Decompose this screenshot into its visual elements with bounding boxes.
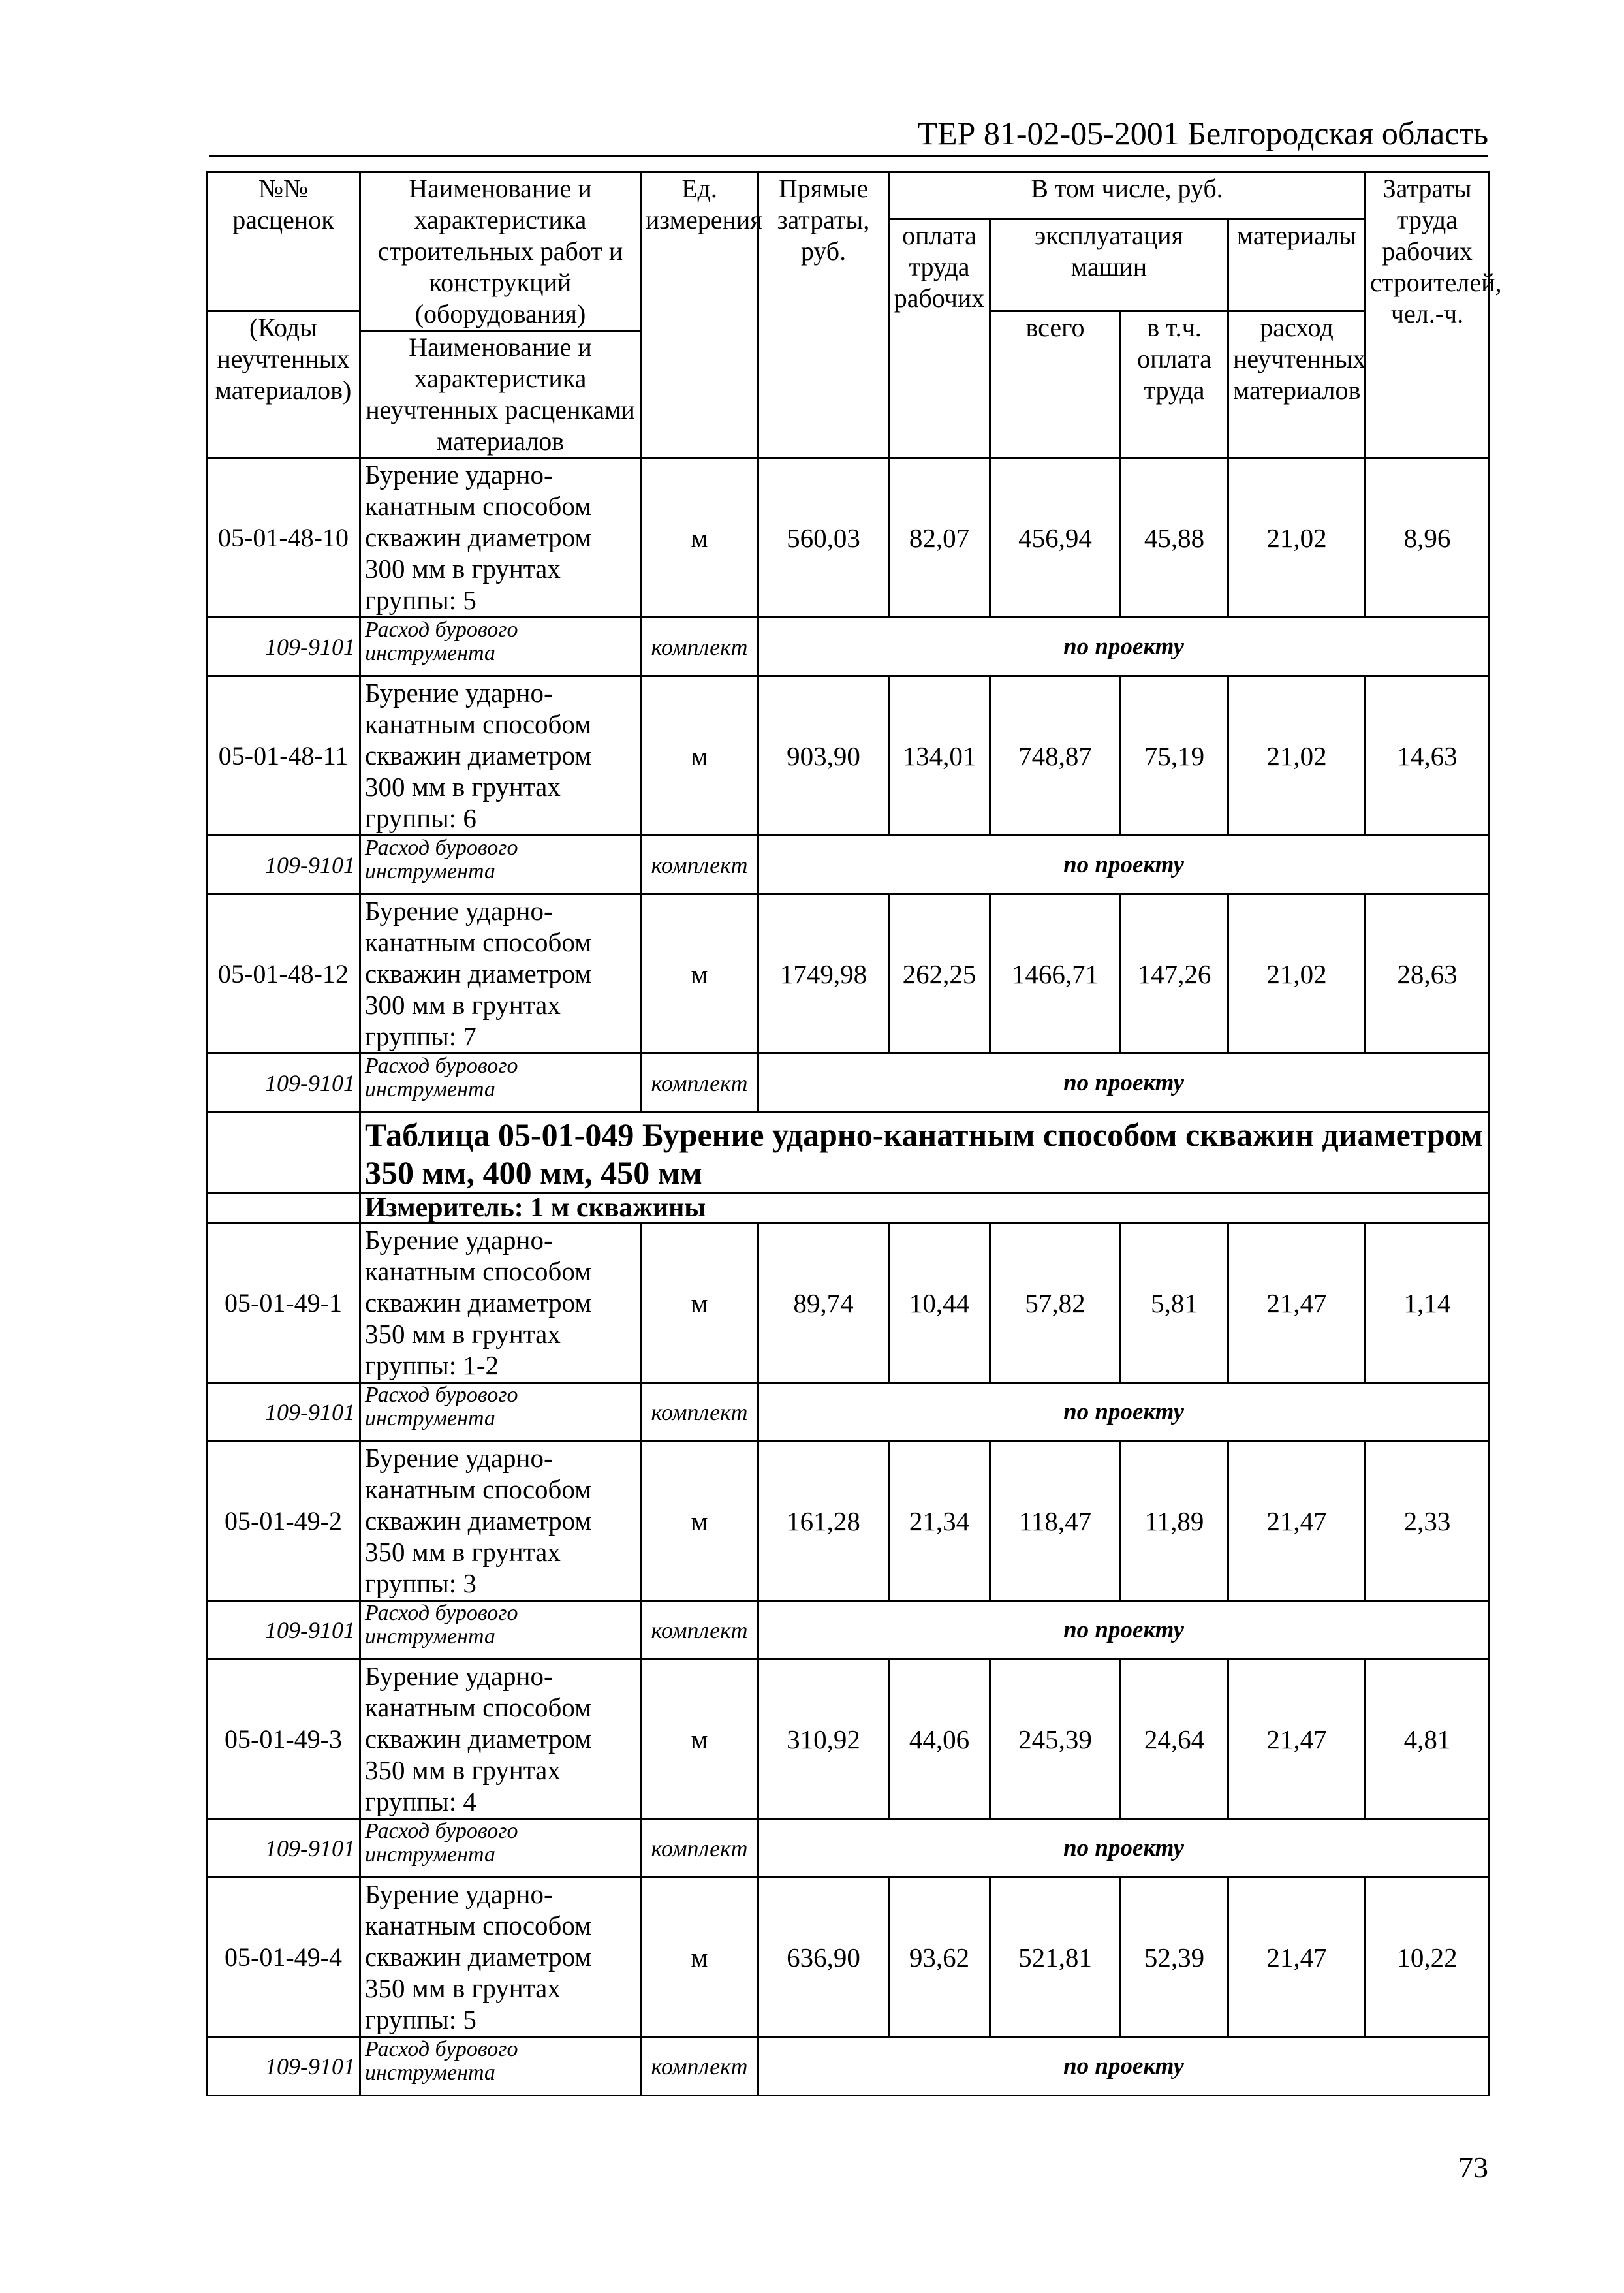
material-description: Расход бурового инструмента xyxy=(360,1054,641,1113)
col-group-header: В том числе, руб. xyxy=(889,172,1366,219)
rate-direct: 161,28 xyxy=(758,1442,889,1601)
rate-mach: 245,39 xyxy=(990,1660,1121,1819)
rate-labor: 10,22 xyxy=(1366,1878,1490,2037)
rate-unit: м xyxy=(641,894,758,1054)
meter-empty-cell xyxy=(207,1193,360,1224)
rate-mach: 521,81 xyxy=(990,1878,1121,2037)
material-unit: комплект xyxy=(641,2037,758,2096)
rate-direct: 310,92 xyxy=(758,1660,889,1819)
col-mach-pay-header: в т.ч. оплата труда xyxy=(1121,311,1228,458)
material-unit: комплект xyxy=(641,1601,758,1660)
rate-unit: м xyxy=(641,458,758,618)
rate-mach-pay: 52,39 xyxy=(1121,1878,1228,2037)
header-rule xyxy=(209,155,1488,157)
material-unit: комплект xyxy=(641,1819,758,1878)
rate-description: Бурение ударно-канатным способом скважин диаметром 350 мм в грунтах группы: 4 xyxy=(360,1660,641,1819)
material-code: 109-9101 xyxy=(207,618,360,676)
rate-mach-pay: 45,88 xyxy=(1121,458,1228,618)
rate-row xyxy=(207,894,1490,1054)
col-mach-total-header: всего xyxy=(990,311,1121,458)
rate-pay: 82,07 xyxy=(889,458,990,618)
rate-mat: 21,47 xyxy=(1228,1660,1366,1819)
section-meter: Измеритель: 1 м скважины xyxy=(360,1193,1490,1224)
material-unit: комплект xyxy=(641,836,758,894)
material-unit: комплект xyxy=(641,1054,758,1113)
material-description: Расход бурового инструмента xyxy=(360,2037,641,2096)
rate-mach: 1466,71 xyxy=(990,894,1121,1054)
material-description: Расход бурового инструмента xyxy=(360,836,641,894)
col-materials-header: материалы xyxy=(1228,219,1366,311)
material-description: Расход бурового инструмента xyxy=(360,1601,641,1660)
material-code: 109-9101 xyxy=(207,1601,360,1660)
rate-unit: м xyxy=(641,1878,758,2037)
material-row xyxy=(207,1819,1490,1878)
rate-labor: 4,81 xyxy=(1366,1660,1490,1819)
col-machines-header: эксплуатация машин xyxy=(990,219,1228,311)
rate-mat: 21,02 xyxy=(1228,894,1366,1054)
material-note: по проекту xyxy=(758,2037,1490,2096)
material-description: Расход бурового инструмента xyxy=(360,1819,641,1878)
col-code-sub-header: (Коды неучтенных материалов) xyxy=(207,311,360,458)
material-note: по проекту xyxy=(758,1601,1490,1660)
rate-row xyxy=(207,1878,1490,2037)
rate-mach-pay: 11,89 xyxy=(1121,1442,1228,1601)
rate-mach-pay: 5,81 xyxy=(1121,1224,1228,1383)
material-description: Расход бурового инструмента xyxy=(360,618,641,676)
rate-mach-pay: 147,26 xyxy=(1121,894,1228,1054)
rate-description: Бурение ударно-канатным способом скважин диаметром 300 мм в грунтах группы: 5 xyxy=(360,458,641,618)
col-unaccounted-header: расход неучтенных материалов xyxy=(1228,311,1366,458)
rate-mat: 21,47 xyxy=(1228,1878,1366,2037)
rates-table xyxy=(206,171,1502,2096)
rate-labor: 2,33 xyxy=(1366,1442,1490,1601)
col-code-header: №№ расценок xyxy=(207,172,360,311)
material-note: по проекту xyxy=(758,836,1490,894)
material-row xyxy=(207,1383,1490,1442)
material-note: по проекту xyxy=(758,1383,1490,1442)
rate-pay: 10,44 xyxy=(889,1224,990,1383)
material-note: по проекту xyxy=(758,1054,1490,1113)
material-code: 109-9101 xyxy=(207,1383,360,1442)
page-header: ТЕР 81-02-05-2001 Белгородская область xyxy=(917,115,1488,151)
material-row xyxy=(207,2037,1490,2096)
rate-mat: 21,02 xyxy=(1228,676,1366,836)
rate-description: Бурение ударно-канатным способом скважин диаметром 350 мм в грунтах группы: 3 xyxy=(360,1442,641,1601)
rate-mach: 118,47 xyxy=(990,1442,1121,1601)
material-row xyxy=(207,1601,1490,1660)
rate-unit: м xyxy=(641,1442,758,1601)
rate-mach: 456,94 xyxy=(990,458,1121,618)
rate-direct: 1749,98 xyxy=(758,894,889,1054)
rate-description: Бурение ударно-канатным способом скважин диаметром 300 мм в грунтах группы: 7 xyxy=(360,894,641,1054)
rate-description: Бурение ударно-канатным способом скважин диаметром 300 мм в грунтах группы: 6 xyxy=(360,676,641,836)
col-direct-header: Прямые затраты, руб. xyxy=(758,172,889,458)
rate-code: 05-01-48-10 xyxy=(207,458,360,618)
material-note: по проекту xyxy=(758,1819,1490,1878)
rate-unit: м xyxy=(641,1660,758,1819)
rate-pay: 21,34 xyxy=(889,1442,990,1601)
rate-mat: 21,47 xyxy=(1228,1442,1366,1601)
material-description: Расход бурового инструмента xyxy=(360,1383,641,1442)
section-title: Таблица 05-01-049 Бурение ударно-канатным способом скважин диаметром 350 мм, 400 мм, 450 мм xyxy=(360,1113,1490,1193)
material-note: по проекту xyxy=(758,618,1490,676)
col-name-header: Наименование и характеристика строительных работ и конструкций (оборудования) xyxy=(360,172,641,331)
rate-code: 05-01-48-12 xyxy=(207,894,360,1054)
material-row xyxy=(207,618,1490,676)
rate-direct: 636,90 xyxy=(758,1878,889,2037)
material-unit: комплект xyxy=(641,618,758,676)
rate-direct: 89,74 xyxy=(758,1224,889,1383)
col-labor-header: Затраты труда рабочих строителей, чел.-ч. xyxy=(1366,172,1490,458)
rate-code: 05-01-49-3 xyxy=(207,1660,360,1819)
rate-row xyxy=(207,1224,1490,1383)
rate-mach: 57,82 xyxy=(990,1224,1121,1383)
rate-mach-pay: 75,19 xyxy=(1121,676,1228,836)
rate-mat: 21,02 xyxy=(1228,458,1366,618)
rate-description: Бурение ударно-канатным способом скважин диаметром 350 мм в грунтах группы: 1-2 xyxy=(360,1224,641,1383)
rate-code: 05-01-49-4 xyxy=(207,1878,360,2037)
material-code: 109-9101 xyxy=(207,1054,360,1113)
material-code: 109-9101 xyxy=(207,2037,360,2096)
material-row xyxy=(207,1054,1490,1113)
rate-pay: 44,06 xyxy=(889,1660,990,1819)
col-pay-header: оплата труда рабочих xyxy=(889,219,990,458)
rate-direct: 560,03 xyxy=(758,458,889,618)
rate-labor: 1,14 xyxy=(1366,1224,1490,1383)
rate-pay: 262,25 xyxy=(889,894,990,1054)
rate-unit: м xyxy=(641,676,758,836)
page-number: 73 xyxy=(1458,2151,1488,2184)
rate-labor: 8,96 xyxy=(1366,458,1490,618)
rate-code: 05-01-48-11 xyxy=(207,676,360,836)
material-code: 109-9101 xyxy=(207,1819,360,1878)
rate-row xyxy=(207,676,1490,836)
rate-unit: м xyxy=(641,1224,758,1383)
material-code: 109-9101 xyxy=(207,836,360,894)
col-unit-header: Ед. измерения xyxy=(641,172,758,458)
rate-direct: 903,90 xyxy=(758,676,889,836)
rate-mach: 748,87 xyxy=(990,676,1121,836)
material-unit: комплект xyxy=(641,1383,758,1442)
rate-mat: 21,47 xyxy=(1228,1224,1366,1383)
rate-code: 05-01-49-2 xyxy=(207,1442,360,1601)
rate-pay: 93,62 xyxy=(889,1878,990,2037)
rate-row xyxy=(207,1660,1490,1819)
col-name-sub-header: Наименование и характеристика неучтенных расценками материалов xyxy=(360,331,641,458)
rate-row xyxy=(207,1442,1490,1601)
rate-code: 05-01-49-1 xyxy=(207,1224,360,1383)
rate-labor: 14,63 xyxy=(1366,676,1490,836)
rate-pay: 134,01 xyxy=(889,676,990,836)
material-row xyxy=(207,836,1490,894)
rate-labor: 28,63 xyxy=(1366,894,1490,1054)
section-empty-cell xyxy=(207,1113,360,1193)
rate-description: Бурение ударно-канатным способом скважин диаметром 350 мм в грунтах группы: 5 xyxy=(360,1878,641,2037)
rate-mach-pay: 24,64 xyxy=(1121,1660,1228,1819)
rate-row xyxy=(207,458,1490,618)
